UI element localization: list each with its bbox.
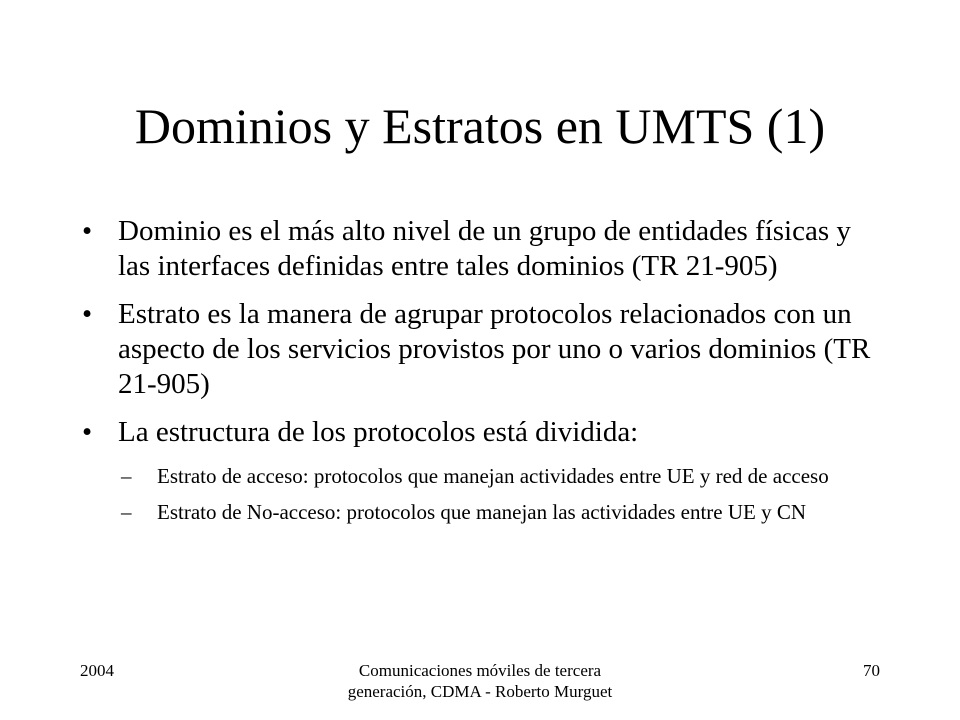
footer-year: 2004 bbox=[80, 661, 114, 680]
bullet-text: Estrato es la manera de agrupar protocolos relacionados con un aspecto de los servicios provistos por uno o varios dominios (TR 21-905) bbox=[118, 298, 871, 400]
bullet-icon: • bbox=[82, 298, 93, 330]
bullet-icon: • bbox=[82, 215, 93, 247]
footer-title: Comunicaciones móviles de tercera generación, CDMA - Roberto Murguet bbox=[347, 661, 613, 701]
bullet-text: Dominio es el más alto nivel de un grupo de entidades físicas y las interfaces definidas entre tales dominios (TR 21-905) bbox=[118, 215, 851, 282]
slide-title: Dominios y Estratos en UMTS (1) bbox=[134, 98, 826, 154]
bullet-text: La estructura de los protocolos está dividida: bbox=[118, 416, 639, 448]
sub-bullet-item bbox=[80, 499, 880, 526]
dash-icon: – bbox=[121, 464, 132, 488]
sub-bullet-item bbox=[80, 463, 880, 490]
sub-bullet-text: Estrato de acceso: protocolos que manejan actividades entre UE y red de acceso bbox=[157, 464, 829, 488]
bullet-item bbox=[80, 297, 880, 402]
bullet-icon: • bbox=[82, 416, 93, 448]
slide-body bbox=[80, 214, 880, 535]
bullet-item bbox=[80, 214, 880, 284]
page-number: 70 bbox=[863, 661, 880, 680]
dash-icon: – bbox=[121, 500, 132, 524]
sub-bullet-text: Estrato de No-acceso: protocolos que manejan las actividades entre UE y CN bbox=[157, 500, 807, 524]
bullet-item bbox=[80, 415, 880, 450]
